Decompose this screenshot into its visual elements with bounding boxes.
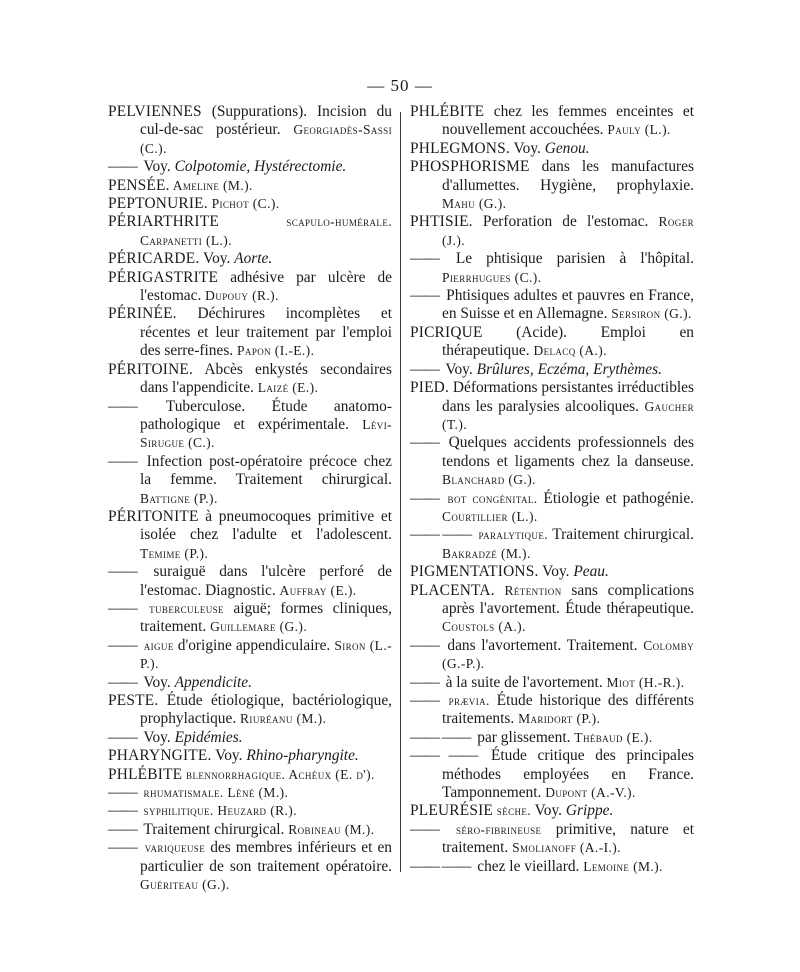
entry-author: Maridort (P.). [518,711,601,727]
index-entry [410,213,694,250]
entry-author: Pichot (C.). [207,196,280,212]
entry-author: Riuréanu (M.). [240,711,327,727]
entry-text: Voy. [441,360,477,378]
index-entry [108,692,392,729]
index-entry [410,802,694,820]
repeat-dash: —— [108,820,137,838]
entry-text: Phtisiques adultes et pauvres en France, en Suisse et en Allemagne. [441,287,694,323]
entry-author: Blanchard (G.). [442,472,536,488]
entry-author: Roger (J.). [442,214,694,248]
entry-heading: PHARYNGITE. [108,747,212,765]
entry-text: par glissement. [473,728,575,746]
entry-text: Voy. [538,563,574,581]
index-entry [410,103,694,140]
entry-qualifier: scapulo-humérale. [218,214,392,230]
index-entry [108,821,392,839]
entry-qualifier: syphilitique. [139,803,214,819]
repeat-dash: —— [108,563,137,581]
page-number: — 50 — [367,76,433,95]
entry-author: Georgiadès-Sassi (C.). [140,122,392,156]
entry-text: Voy. [531,802,566,820]
index-entry [410,747,694,802]
entry-heading: PENSÉE. [108,176,170,194]
index-entry [108,600,392,637]
repeat-dash: —— —— [410,728,471,746]
entry-text: Voy. [139,728,175,746]
entry-heading: PÉRINÉE. [108,305,177,323]
entry-text: Voy. [199,250,235,268]
entry-heading: PHTISIE. [410,213,473,231]
index-entry [410,821,694,858]
entry-heading: PHLÉBITE [410,103,485,120]
repeat-dash: —— [410,489,439,507]
index-entry [410,250,694,287]
index-entry [108,637,392,674]
entry-text: chez le vieillard. [473,857,584,875]
entry-author: Dupont (A.-V.). [545,785,636,801]
entry-author: Miot (H.-R.). [606,674,685,690]
entry-author: Robineau (M.). [288,821,375,837]
entry-cross-reference: Peau. [573,563,609,581]
entry-author: Léné (M.). [223,785,289,801]
entry-text: Le phtisique parisien à l'hôpital. [441,250,694,268]
entry-qualifier: rhumatismale. [139,785,224,801]
entry-text: sans complications après l'avortement. Étude thérapeutique. [442,581,694,617]
entry-author: Auffray (E.). [279,582,357,598]
repeat-dash: —— —— [410,526,472,544]
index-entry [108,802,392,820]
index-entry [410,490,694,527]
index-entry [108,784,392,802]
entry-heading: PHLEGMONS. [410,139,510,157]
entry-text: Étiologie et pathogénie. [537,489,695,507]
entry-text: Voy. [509,139,545,157]
entry-text: Étude historique des différents traitements. [442,692,694,728]
entry-cross-reference: Appendicite. [174,673,252,691]
index-entry [410,858,694,876]
entry-text: (Suppurations). Incision du cul-de-sac postérieur. [140,103,392,139]
entry-heading: PÉRIARTHRITE [108,213,219,231]
entry-qualifier: tuberculeuse [139,600,224,616]
repeat-dash: —— [108,636,137,654]
entry-text: à la suite de l'avortement. [441,673,607,691]
entry-heading: PÉRITOINE. [108,360,194,378]
entry-heading: PLEURÉSIE [410,802,494,820]
repeat-dash: —— [108,784,137,802]
index-entry [410,434,694,489]
entry-text: dans les manufactures d'allumettes. Hygiène, prophylaxie. [442,158,694,194]
entry-author: Thébaud (E.). [574,729,653,745]
entry-heading: PÉRIGASTRITE [108,268,219,286]
entry-heading: PIGMENTATIONS. [410,563,539,581]
entry-heading: PÉRICARDE. [108,250,200,268]
index-entry [108,674,392,692]
repeat-dash: —— [108,452,137,470]
entry-text: Tuberculose. Étude anatomo-pathologique et expérimentale. [139,397,392,433]
index-entry [108,177,392,195]
entry-text: chez les femmes enceintes et nouvellement accouchées. [442,103,694,139]
entry-author: Siron (L.-P.). [140,637,392,672]
repeat-dash: —— [410,820,439,838]
repeat-dash: —— [410,673,439,691]
entry-heading: PESTE. [108,692,159,709]
entry-qualifier: paralytique. [474,527,548,543]
entry-author: Guillemare (G.). [210,619,308,635]
index-entry [410,692,694,729]
entry-text: Voy. [139,673,175,691]
index-entry [108,766,392,784]
repeat-dash: —— —— [410,857,471,875]
entry-text: aiguë; formes cliniques, traitement. [140,599,392,636]
repeat-dash: —— [108,397,137,415]
entry-cross-reference: Rhino-pharyngite. [246,747,359,765]
entry-author: Sersiron (G.). [611,306,692,322]
index-entry [108,213,392,250]
entry-cross-reference: Colpotomie, Hystérectomie. [174,158,347,176]
repeat-dash: —— [108,599,137,617]
entry-author: Pauly (L.). [607,122,671,138]
right-column [410,103,694,876]
repeat-dash: —— [410,636,439,654]
entry-text: suraiguë dans l'ulcère perforé de l'estomac. Diagnostic. [139,563,392,599]
entry-author: Guériteau (G.). [140,877,230,893]
entry-cross-reference: Brûlures, Eczéma, Erythèmes. [476,360,662,378]
index-entry [410,361,694,379]
index-entry [108,361,392,398]
entry-author: Pierrhugues (C.). [442,269,542,285]
repeat-dash: —— [410,250,439,268]
index-entry [108,305,392,360]
entry-heading: PELVIENNES [108,103,202,120]
entry-text: Traitement chirurgical. [548,526,694,544]
entry-author: Achéux (E. d'). [285,766,375,782]
entry-heading: PLACENTA. [410,581,495,599]
repeat-dash: —— [108,802,137,820]
entry-heading: PIED. [410,379,450,397]
entry-cross-reference: Epidémies. [174,728,243,746]
entry-text: Abcès enkystés secondaires dans l'appendicite. [140,360,392,397]
entry-text: Étude étiologique, bactériologique, prophylactique. [140,692,392,728]
entry-author: Colomby (G.-P.). [442,637,694,672]
repeat-dash: —— [108,673,137,691]
entry-heading: PICRIQUE [410,323,483,341]
entry-qualifier: variqueuse [139,840,206,856]
index-entry [410,582,694,637]
entry-qualifier: aigue [139,637,174,653]
entry-cross-reference: Grippe. [565,802,614,820]
entry-text: Traitement chirurgical. [139,820,289,838]
repeat-dash: —— —— [410,747,478,765]
entry-author: Mahu (G.). [442,196,507,212]
entry-text: dans l'avortement. Traitement. [441,636,644,654]
repeat-dash: —— [410,287,439,305]
entry-heading: PHOSPHORISME [410,158,530,176]
entry-qualifier: prævia. [441,693,490,708]
entry-qualifier: blennorrhagique. [182,766,286,782]
index-entry [410,140,694,158]
entry-author: Dupouy (R.). [205,288,279,304]
entry-author: Delacq (A.). [533,343,607,359]
entry-text: à pneumocoques primitive et isolée chez l'adulte et l'adolescent. [140,507,392,544]
left-column [108,103,392,894]
index-entry [410,324,694,361]
entry-text: Déformations persistantes irréductibles dans les paralysies alcooliques. [442,379,694,415]
repeat-dash: —— [108,158,137,176]
entry-author: Ameline (M.). [169,177,253,193]
entry-text: Perforation de l'estomac. [472,213,659,231]
entry-text: des membres inférieurs et en particulier de son traitement opératoire. [140,839,392,875]
entry-heading: PEPTONURIE. [108,195,208,213]
entry-heading: PÉRITONITE [108,507,199,525]
index-entry [108,508,392,563]
index-entry [410,287,694,324]
index-entry [410,563,694,581]
entry-qualifier: Rétention [494,582,562,598]
entry-qualifier: bot congénital. [441,490,538,506]
index-entry [108,453,392,508]
index-entry [410,729,694,747]
entry-author: Battigne (P.). [140,490,218,506]
index-entry [108,398,392,453]
entry-author: Laizé (E.). [257,380,319,396]
entry-author: Lemoine (M.). [583,858,663,874]
repeat-dash: —— [410,360,439,378]
entry-author: Gaucher (T.). [442,398,694,432]
repeat-dash: —— [410,434,439,452]
entry-author: Papon (I.-E.). [237,343,315,359]
index-entry [108,563,392,600]
entry-text: Quelques accidents professionnels des tendons et ligaments chez la danseuse. [441,434,694,470]
entry-text: adhésive par ulcère de l'estomac. [140,268,392,305]
entry-text: d'origine appendiculaire. [173,636,335,654]
entry-qualifier: sèche. [493,803,532,819]
entry-heading: PHLÉBITE [108,765,183,783]
index-entry [410,379,694,434]
entry-author: Coustols (A.). [442,619,526,635]
index-entry [108,729,392,747]
entry-text: Étude critique des principales méthodes employées en France. Tamponnement. [442,747,694,802]
entry-text: Voy. [211,747,247,765]
repeat-dash: —— [108,839,137,857]
index-entry [410,637,694,674]
index-entry [108,103,392,158]
entry-author: Courtillier (L.). [442,508,538,524]
index-entry [108,158,392,176]
entry-text: primitive, nature et traitement. [442,820,694,857]
repeat-dash: —— [410,692,439,709]
entry-author: Temime (P.). [140,545,209,561]
index-entry [410,674,694,692]
column-divider [400,112,401,872]
entry-author: Lévi-Sirugue (C.). [140,416,392,451]
entry-cross-reference: Aorte. [234,250,273,268]
entry-cross-reference: Genou. [544,139,590,157]
index-entry [108,747,392,765]
index-entry [108,250,392,268]
index-entry [410,526,694,563]
index-entry [410,158,694,213]
entry-author: Heuzard (R.). [213,803,297,819]
entry-qualifier: séro-fibrineuse [441,821,542,837]
entry-text: Infection post-opératoire précoce chez la femme. Traitement chirurgical. [139,452,392,489]
entry-author: Carpanetti (L.). [140,232,232,248]
entry-text: Déchirures incomplètes et récentes et leur traitement par l'emploi des serre-fines. [140,305,392,360]
entry-author: Smolianoff (A.-I.). [512,840,621,856]
index-entry [108,269,392,306]
index-entry [108,195,392,213]
entry-text: (Acide). Emploi en thérapeutique. [442,323,694,360]
entry-author: Bakradzé (M.). [442,545,531,561]
entry-text: Voy. [139,158,175,176]
index-entry [108,839,392,894]
repeat-dash: —— [108,728,137,746]
